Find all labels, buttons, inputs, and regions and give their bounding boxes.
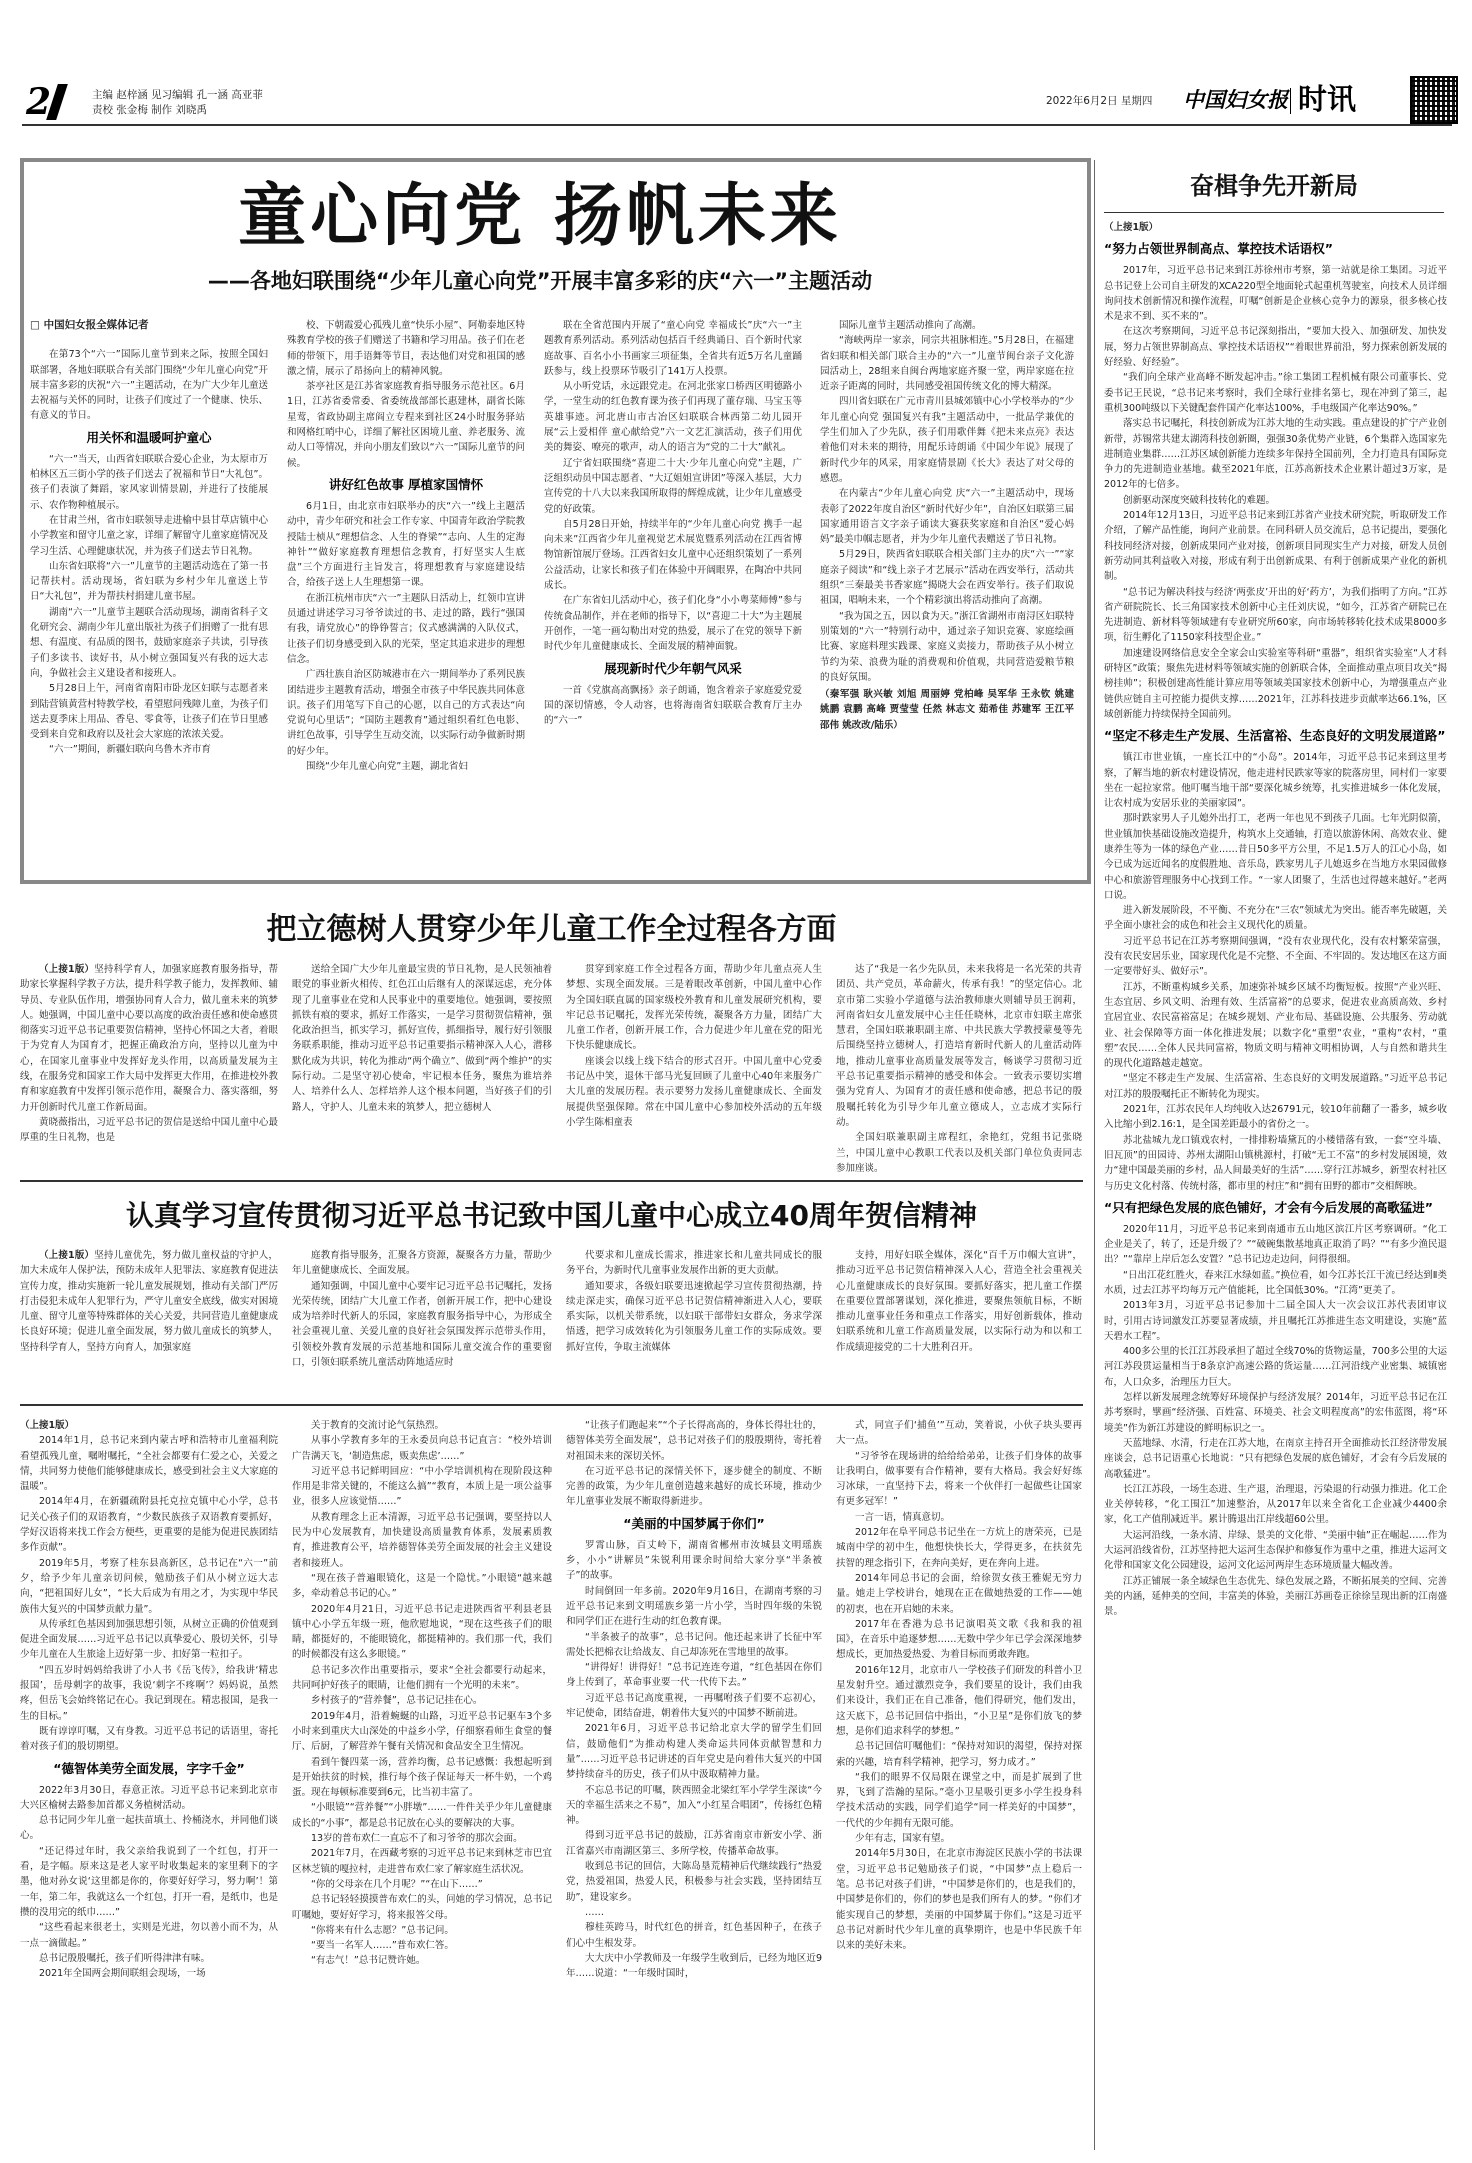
right-paragraph: 2021年，江苏农民年人均纯收入达26791元，较10年前翻了一番多，城乡收入比缩小到2.16:1，是全国差距最小的省份之一。 xyxy=(1104,1104,1447,1131)
lead-paragraph: 湖南“六一”儿童节主题联合活动现场，湖南省科子文化研究会、湖南少年儿童出版社为孩子们捐赠了一批有思想、有温度、有品质的图书，鼓励家庭亲子共读，引导孩子们多读书、读好书，从小树立强国复兴有我的远大志向，争做社会主义建设者和接班人。 xyxy=(30,606,268,679)
right-paragraph: “总书记为解决科技与经济‘两张皮’开出的好‘药方’，为我们指明了方向。”江苏省产研院院长、长三角国家技术创新中心主任刘庆说，“如今，江苏省产研院已在先进制造、新材料等领域建有专业研究所60家，向市场转移转化技术成果8000多项，衍生孵化了1150家科技型企业。” xyxy=(1104,586,1447,644)
lead-paragraph: 在内蒙古“少年儿童心向党 庆“六一”主题活动中，现场表彰了2022年度自治区“新时代好少年”，自治区妇联第三届国家通用语言文字亲子诵读大赛获奖家庭和自治区“爱心妈妈”最美巾帼志愿者，并为少年儿童代表赠送了节日礼物。 xyxy=(820,488,1074,546)
issue-date: 2022年6月2日 星期四 xyxy=(1046,95,1153,107)
story4-paragraph: 总书记殷殷嘱托，孩子们听得津津有味。 xyxy=(39,1952,211,1964)
lead-paragraph: “海峡两岸一家亲，同宗共祖脉相连。”5月28日，在福建省妇联和相关部门联合主办的“六一”儿童节闽台亲子文化游园活动上，28组来自闽台两地家庭齐聚一堂，两岸家庭在拉近亲子距离的同时，共同感受祖国传统文化的博大精深。 xyxy=(820,335,1074,393)
right-paragraph: 镇江市世业镇，一座长江中的“小岛”。2014年，习近平总书记来到这里考察，了解当地的新农村建设情况，他走进村民跌家等家的院落房里，同村们一家要坐在一起拉家常。他叮嘱当地干部“要深化城乡统筹，扎实推进城乡一体化发展，让农村成为安居乐业的美丽家园”。 xyxy=(1104,752,1447,810)
story4-paragraph: 罗霄山脉，百丈岭下，湖南省郴州市汝城县文明瑶族乡，小小“讲解员”朱锐利用课余时间给大家分享“半条被子”的故事。 xyxy=(566,1539,822,1582)
story4-paragraph: 总书记多次作出重要指示，要求“全社会都要行动起来，共同呵护好孩子的眼睛，让他们拥有一个光明的未来”。 xyxy=(292,1664,552,1692)
story4-paragraph: 2021年6月，习近平总书记给北京大学的留学生们回信，鼓励他们“为推动构建人类命运共同体贡献智慧和力量”……习近平总书记讲述的百年党史是向着伟大复兴的中国梦持续奋斗的历史，孩子们从中汲取精神力量。 xyxy=(566,1723,822,1781)
masthead-rule xyxy=(22,124,1452,126)
lead-paragraph: 5月29日，陕西省妇联联合相关部门主办的庆“六一”“家庭亲子阅读”和“线上亲子才艺展示”活动在西安举行，活动共组织“三秦最美书香家庭”揭晓大会在西安举行。孩子们取说祖国，唱响未来，一个个精彩演出将活动推向了高潮。 xyxy=(820,549,1074,607)
story4-paragraph: “现在孩子普遍眼镜化，这是一个隐忧。”小眼镜“越来越多，牵动着总书记的心。” xyxy=(292,1572,552,1600)
lead-paragraph: 山东省妇联将“六一”儿童节的主题活动选在了第一书记帮扶村。活动现场，省妇联为乡村少年儿童送上节日“大礼包”，并为帮扶村捐建儿童书屋。 xyxy=(30,560,268,603)
lead-paragraph: 在甘肃兰州，省市妇联领导走进榆中县甘草店镇中心小学教室和留守儿童之家，详细了解留守儿童家庭情况及学习生活、心理健康状况，并为孩子们送去节日礼物。 xyxy=(30,514,268,557)
story4-paragraph: 13岁的普布欢仁一直忘不了和习爷爷的那次会面。 xyxy=(311,1833,523,1845)
lead-paragraph: “我为国之五，因以食为天。”浙江省湖州市南浔区妇联特别策划的“六一”特别行动中，通过亲子知识竞赛、家庭绘画比赛、家庭料理实践课、家庭义卖接力，帮助孩子从小树立节约为荣、浪费为耻的消费观和价值观，共同营造爱粮节粮的良好氛围。 xyxy=(820,610,1074,683)
story4-paragraph: “要当一名军人……”普布欢仁答。 xyxy=(311,1940,454,1952)
right-paragraph: 400多公里的长江江苏段承担了超过全线70%的货物运量，700多公里的大运河江苏段贯运量相当于8条京沪高速公路的货运量……江河沿线产业密集、城镇密布，人口众多，治理压力巨大。 xyxy=(1104,1346,1447,1388)
story4-paragraph: 不忘总书记的叮嘱，陕西照金北梁红军小学学生深读“今天的幸福生活来之不易”，加入“小红星合唱团”，传扬红色精神。 xyxy=(566,1784,822,1827)
right-title-rule xyxy=(1104,212,1444,213)
story3-rule xyxy=(20,1404,1083,1406)
story4-paragraph: 得到习近平总书记的鼓励，江苏省南京市新安小学、浙江省嘉兴市南湖区第三、多所学校，传播革命故事。 xyxy=(566,1830,822,1857)
lead-subheadline: ——各地妇联围绕“少年儿童心向党”开展丰富多彩的庆“六一”主题活动 xyxy=(207,269,873,293)
story4-paragraph: 习近平总书记鲜明回应：“中小学培训机构在现阶段这种作用是非常关键的，不能这么搞”“教育，本质上是一项公益事业，很多人应该觉悟……” xyxy=(292,1465,552,1508)
story4-paragraph: 2012年在阜平同总书记坐在一方炕上的唐荣亮，已是城南中学的初中生，他想快快长大，学得更多，在扶贫先扶智的理念指引下，在奔向美好，更在奔向上进。 xyxy=(836,1527,1082,1569)
lead-paragraph: 一首《党旗高高飘扬》亲子朗诵，饱含着亲子家庭爱党爱国的深切情感，令人动容，也将海南省妇联联合教育厅主办的“六一” xyxy=(544,684,802,727)
story3-paragraph: 通知要求，各级妇联要迅速掀起学习宣传贯彻热潮，持续走深走实，确保习近平总书记贺信精神渐进入人心，要联系实际，以机关带系统，以妇联干部带妇女群众，务求学深悟透，把学习成效转化为引领服务儿童工作的实际成效。要抓好宣传，争取主流媒体 xyxy=(566,1280,822,1353)
right-paragraph: 进入新发展阶段，不平衡、不充分在“三农”领域尤为突出。能否率先破题，关乎全面小康社会的成色和社会主义现代化的质量。 xyxy=(1104,905,1447,932)
story2-paragraph: 黄晓薇指出，习近平总书记的贺信是送给中国儿童中心最厚重的生日礼物，也是 xyxy=(20,1116,278,1144)
right-paragraph: 2013年3月，习近平总书记参加十二届全国人大一次会议江苏代表团审议时，引用古诗词激发江苏要显著成绩，并且嘱托江苏推进生态文明建设，实施“蓝天碧水工程”。 xyxy=(1104,1300,1447,1342)
lead-paragraph: 从小听党话，永远跟党走。在河北张家口桥西区明德路小学，一堂生动的红色教育课为孩子们再现了董存瑞、马宝玉等英雄事迹。河北唐山市古冶区妇联联合林西第二幼儿园开展“云上爱相伴 童心献给党”六一文艺汇演活动，孩子们用优美的舞姿、嘹亮的歌声，动人的语言为“党的二十大”献礼。 xyxy=(544,381,802,454)
story3-paragraph: 通知强调，中国儿童中心要牢记习近平总书记嘱托，发扬光荣传统，团结广大儿童工作者，创新开展工作，把中心建设成为培养时代新人的乐园，家庭教育服务指导中心，为形成全社会重视儿童、关爱儿童的良好社会氛围发挥示范带头作用，引领校外教育发展的示范基地和国际儿童交流合作的重要窗口，引领妇联系统儿童活动阵地适应时 xyxy=(292,1280,552,1369)
story4-paragraph: 2021年全国两会期间联组会现场，一场 xyxy=(39,1968,206,1980)
story4-paragraph: 穆桂英跨马，时代红色的拼音，红色基因种子，在孩子们心中生根发芽。 xyxy=(566,1922,822,1949)
right-source: （上接1版） xyxy=(1104,222,1159,233)
story4-paragraph: 习近平总书记高度重视，一再嘱咐孩子们要不忘初心，牢记使命，团结奋进，朝着伟大复兴的中国梦不断前进。 xyxy=(566,1692,822,1720)
lead-paragraph: 在第73个“六一”国际儿童节到来之际，按照全国妇联部署，各地妇联联合有关部门围绕“少年儿童心向党”开展丰富多彩的庆祝“六一”主题活动，在为广大少年儿童送去祝福与关怀的同时，让孩子们度过了一个健康、快乐、有意义的节日。 xyxy=(30,349,268,422)
right-paragraph: 2020年11月，习近平总书记来到南通市五山地区滨江片区考察调研。“化工企业是关了，转了，还是升级了？”“破碗集散基地真正取消了吗？”“有多少渔民退出？”“靠岸上岸后怎么安置？”总书记边走边问，问得很细。 xyxy=(1104,1223,1447,1266)
lead-paragraph: 自5月28日开始，持续半年的“少年儿童心向党 携手一起向未来”江西省少年儿童视觉艺术展览暨系列活动在江西省博物馆新馆展厅登场。江西省妇女儿童中心还组织策划了一系列公益活动，让家长和孩子们在体验中开阔眼界，在陶冶中共同成长。 xyxy=(544,518,802,592)
right-subhead-3: “只有把绿色发展的底色铺好，才会有今后发展的高歌猛进” xyxy=(1104,1199,1433,1215)
right-paragraph: 长江江苏段，一场生态进、生产退，治理退，污染退的行动强力推进。化工企业关停转移，“化工围江”加速整治，从2017年以来全省化工企业减少4400余家，化工产值削减近半。累计腾退出江岸线超60公里。 xyxy=(1104,1483,1447,1526)
lead-headline: 童心向党 扬帆未来 xyxy=(238,176,842,256)
story4-paragraph: 总书记回信叮嘱他们：“保持对知识的渴望，保持对探索的兴趣，培育科学精神，把学习，努力成才。” xyxy=(836,1741,1082,1768)
qr-code xyxy=(1410,76,1458,124)
story3-source: （上接1版） xyxy=(39,1250,95,1261)
right-paragraph: 2014年12月13日，习近平总书记来到江苏省产业技术研究院，听取研发工作介绍，了解产品性能，询问产业前景。在同科研人员交流后，总书记提出，要强化科技同经济对接，创新成果同产业对接，创新项目同现实生产力对接，研发人员创新劳动同其利益收入对接，形成有利于出创新成果、有利于创新成果产业化的新机制。 xyxy=(1104,510,1447,583)
story2-paragraph: 座谈会以线上线下结合的形式召开。中国儿童中心党委书记丛中笑，退休干部马光复回顾了儿童中心40年来服务广大儿童的发展历程。表示要努力发扬儿童健康成长、全面发展提供坚强保障。常在中国儿童中心参加校外活动的五年级小学生陈相童表 xyxy=(566,1055,822,1128)
story4-paragraph: 2019年4月，沿着蜿蜒的山路，习近平总书记驱车3个多小时来到重庆大山深处的中益乡小学，仔细察看师生食堂的餐厅、后厨，了解营养午餐有关情况和食品安全卫生情况。 xyxy=(292,1710,552,1753)
story2-paragraph: 全国妇联兼职副主席程红，余艳红，党组书记张晓兰，中国儿童中心教职工代表以及机关部门单位负责同志参加座谈。 xyxy=(836,1132,1082,1174)
story4-paragraph: “让孩子们跑起来”“个子长得高高的，身体长得壮壮的，德智体美劳全面发展”，总书记对孩子们的殷殷期待，寄托着对祖国未来的深切关怀。 xyxy=(566,1420,822,1462)
story2-column-1 xyxy=(20,962,278,1162)
lead-column-2 xyxy=(287,318,525,870)
masthead xyxy=(0,0,1472,122)
right-paragraph: 怎样以新发展理念统筹好环境保护与经济发展？2014年，习近平总书记在江苏考察时，擘画“经济强、百姓富、环境美、社会文明程度高”的宏伟蓝图，将“环境美”作为新江苏建设的鲜明标识之一。 xyxy=(1104,1392,1447,1434)
story4-paragraph: 少年有志，国家有望。 xyxy=(855,1833,951,1845)
story4-paragraph: 总书记同少年儿童一起扶苗填土、拎桶浇水，并同他们谈心。 xyxy=(20,1815,278,1842)
story4-paragraph: “还记得过年时，我父亲给我说到了一个红包，打开一看，是字幅。原来这是老人家平时收集起来的家里剩下的字墨，他对孙女说‘这里都是你的，你要好好学习，努力啊’！第一年，第二年，我就这么一个红包，打开一看，是纸巾，也是攒的没用完的纸巾……” xyxy=(20,1845,278,1918)
story4-paragraph: 2014年4月，在新疆疏附县托克拉克镇中心小学，总书记关心孩子们的双语教育，“少数民族孩子双语教育要抓好，学好汉语将来找工作会方便些，更重要的是能为促进民族团结多作贡献”。 xyxy=(20,1496,278,1554)
lead-paragraph: 国际儿童节主题活动推向了高潮。 xyxy=(839,320,982,331)
right-paragraph: 加速建设网络信息安全全家会山实验室等科研“重器”，组织省实验室“人才科研特区”政策；聚焦先进材料等领域实施的创新联合体，全面推动重点项目攻关“揭榜挂帅”；积极创建高性能计算应用等领域美国家技术创新中心，为增强重点产业链供应链自主可控能力提供支撑……2021年，江苏科技进步贡献率达66.1%，区域创新能力持续保持全国前列。 xyxy=(1104,647,1447,720)
story4-paragraph: 从事小学教育多年的王永委员向总书记直言：“校外培训广告满天飞，‘制造焦虑，贩卖焦虑’……” xyxy=(292,1435,552,1462)
story4-paragraph: “你的父母亲在几个月呢？”“在山下……” xyxy=(311,1878,483,1890)
story4-paragraph: 2014年1月，总书记来到内蒙古呼和浩特市儿童福利院看望孤残儿童，嘱咐嘱托，“全社会都要有仁爱之心，关爱之情，共同努力使他们能够健康成长，感受到社会主义大家庭的温暖”。 xyxy=(20,1435,278,1493)
story4-paragraph: 2022年3月30日，春意正浓。习近平总书记来到北京市大兴区榆树去路参加首都义务植树活动。 xyxy=(20,1784,278,1811)
story4-paragraph: 时间倒回一年多前。2020年9月16日，在湖南考察的习近平总书记来到文明瑶族乡第一片小学，当时四年级的朱锐和同学们正在进行生动的红色教育课。 xyxy=(566,1585,822,1628)
story2-rule xyxy=(20,1180,1083,1182)
section-divider xyxy=(1290,88,1291,114)
editor-line-2: 责校 张金梅 制作 刘晓禹 xyxy=(92,104,208,116)
story4-column-2 xyxy=(292,1418,552,2154)
story3-paragraph: 支持，用好妇联全媒体，深化“百千万巾帼大宣讲”，推动习近平总书记贺信精神深入人心，营造全社会重视关心儿童健康成长的良好氛围。要抓好落实，把儿童工作摆在重要位置部署谋划，深化推进，要聚焦领航目标，不断推动儿童事业任务和重点工作落实，用好创新载体，推动妇联系统和儿童工作高质量发展，以实际行动为和以和工作成绩迎接党的二十大胜利召开。 xyxy=(836,1250,1082,1353)
story4-paragraph: 2021年7月，在西藏考察的习近平总书记来到林芝市巴宜区林芝镇的嘎拉村，走进普布欢仁家了解家庭生活状况。 xyxy=(292,1848,552,1875)
page-number: 2 xyxy=(26,81,52,123)
story2-paragraph: 达了“我是一名少先队员，未来我将是一名光荣的共青团员、共产党员，革命薪火，传承有我！”的坚定信心。北京市第二实验小学道德与法治教师康火则辅导员王润莉，河南省妇女儿童发展中心主任任晓林，北京市妇联主席张慧君，全国妇联兼职副主席、中共民族大学教授蒙曼等先后围绕坚持立德树人，打造培育新时代新人的儿童活动阵地，推动儿童事业高质量发展等发言，畅谈学习贯彻习近平总书记重要指示精神的感受和体会。一致表示要切实增强为党育人、为国育才的责任感和使命感，把总书记的殷殷嘱托转化为引导少年儿童立德成人，立志成才实际行动。 xyxy=(836,964,1082,1128)
lead-column-4 xyxy=(820,318,1074,870)
story4-paragraph: 收到总书记的回信，大陈岛垦荒精神后代继续践行“热爱党，热爱祖国，热爱人民，积极参与社会实践，坚持团结互助”，建设家乡。 xyxy=(566,1861,822,1903)
lead-paragraph: 5月28日上午，河南省南阳市卧龙区妇联与志愿者来到陆营镇黄营村特教学校，看望慰问残障儿童，为孩子们送去夏季床上用品、香皂、零食等，让孩子们在节日里感受到来自党和政府以及社会大家庭的浓浓关爱。 xyxy=(30,683,268,741)
story4-subhead-2: “美丽的中国梦属于你们” xyxy=(623,1515,765,1531)
story4-paragraph: 既有谆谆叮嘱，又有身教。习近平总书记的话语里，寄托着对孩子们的殷切期望。 xyxy=(20,1725,278,1753)
story4-paragraph: 2019年5月，考察了桂东县高新区，总书记在“六一”前夕，给予少年儿童亲切问候，勉励孩子们从小树立远大志向，“把祖国好儿女”，“长大后成为有用之才，为实现中华民族伟大复兴的中国梦贡献力量”。 xyxy=(20,1557,278,1615)
story4-paragraph: 总书记轻轻摸摸普布欢仁的头，问她的学习情况，总书记叮嘱她，要好好学习，将来报答父母。 xyxy=(292,1894,552,1921)
lead-subhead-2: 讲好红色故事 厚植家国情怀 xyxy=(328,476,484,492)
story4-subhead-1: “德智体美劳全面发展，字字千金” xyxy=(53,1760,245,1776)
story4-paragraph: 一言一语，情真意切。 xyxy=(855,1511,951,1523)
lead-paragraph: 6月1日，由北京市妇联举办的庆“六一”线上主题活动中，青少年研究和社会工作专家、中国青年政治学院教授陆士桢从“理想信念、人生的脊梁”“志向、人生的定海神针”“做好家庭教育理想信念教育，打好坚实人生底盘”三个方面进行主旨发言，将理想教育与家庭建设结合，给孩子送上人生理想第一课。 xyxy=(287,500,525,589)
story4-paragraph: “有志气！”总书记赞许她。 xyxy=(311,1955,426,1967)
story2-column-2 xyxy=(292,962,552,1162)
story4-paragraph: “我们的眼界不仅局限在课堂之中，而是扩展到了世界，飞到了浩瀚的星际。”毫小卫星吸引更多小学生投身科学技术活动的实践，同学们追学“同一样美好的中国梦”，一代代的少年拥有无限可能。 xyxy=(836,1771,1082,1829)
story4-paragraph: 2017年在香港为总书记演唱英文歌《我和我的祖国》，在音乐中追逐梦想……无数中学少年已学会深深地梦想成长，更加热爱热爱、为着目标而勇敢奔跑。 xyxy=(836,1618,1082,1661)
story4-paragraph: “你将来有什么志愿？”总书记问。 xyxy=(311,1924,454,1936)
story2-source: （上接1版） xyxy=(39,964,95,975)
story3-paragraph: 庭教育指导服务，汇聚各方资源，凝聚各方力量，帮助少年儿童健康成长、全面发展。 xyxy=(292,1250,552,1277)
story4-paragraph: 2020年4月21日，习近平总书记走进陕西省平利县老县镇中心小学五年级一班，他欣慰地说，“现在这些孩子们的眼睛，都挺好的，不能眼镜化，都挺精神的。我们那一代，我们的时候都没有这么多眼镜。” xyxy=(292,1603,552,1661)
story4-paragraph: “半条被子的故事”，总书记问。他还起来讲了长征中军需处长把棉衣让给战友、自己却冻死在雪地里的故事。 xyxy=(566,1631,822,1658)
right-subhead-1: “努力占领世界制高点、掌控技术话语权” xyxy=(1104,241,1333,257)
right-story-column xyxy=(1104,220,1447,2150)
story3-paragraph: 代要求和儿童成长需求，推进家长和儿童共同成长的服务平台，为新时代儿童事业发展作出新的更大贡献。 xyxy=(566,1250,822,1277)
right-paragraph: “我们向全球产业高峰不断发起冲击。”徐工集团工程机械有限公司董事长、党委书记王民说，“总书记来考察时，我们全球行业排名第七，现在冲到了第三，起重机300吨级以下关键配套件国产化率达100%，手电级国产化率达90%。” xyxy=(1104,372,1447,414)
right-paragraph: 2017年，习近平总书记来到江苏徐州市考察，第一站就是徐工集团。习近平总书记登上公司自主研发的XCA220型全地面轮式起重机驾驶室，向技术人员详细询问技术创新情况和操作流程，叮嘱“创新是企业核心竞争力的源泉，很多核心技术是求不到、买不来的”。 xyxy=(1104,265,1447,323)
story4-paragraph: 乡村孩子的“营养餐”，总书记记挂在心。 xyxy=(311,1695,483,1707)
story3-headline: 认真学习宣传贯彻习近平总书记致中国儿童中心成立40周年贺信精神 xyxy=(126,1199,977,1232)
story2-text: 坚持科学育人，加强家庭教育服务指导，帮助家长掌握科学教子方法，提升科学教子能力，发挥教师、辅导员、专业队伍作用，增强协同育人合力，做儿童未来的筑梦人。她强调，中国儿童中心要以高度的政治责任感和使命感贯彻落实习近平总书记重要贺信精神，坚持心怀国之大者，着眼于为党育人为国育才，把握正确政治方向，坚持以儿童为中心，在国家儿童事业中发挥好龙头作用，以高质量发展为主线，在服务党和国家工作大局中发挥更大作用，在推进校外教育和家庭教育中发挥引领示范作用，凝聚合力、落实落细，努力开创新时代儿童工作新局面。 xyxy=(20,964,278,1113)
lead-paragraph: “六一”当天，山西省妇联联合爱心企业，为太原市万柏林区五三街小学的孩子们送去了祝福和节日“大礼包”。孩子们表演了舞蹈，家风家训情景剧，并进行了技能展示、农作物种植展示。 xyxy=(30,453,268,511)
story4-paragraph: “习爷爷在现场讲的给给给弟弟，让孩子们身体的故事让我明白，做事要有合作精神，要有大格局。我会好好练习冰球，一直坚持下去，将来一个伙伴打一起做些让国家有更多冠军！” xyxy=(836,1450,1082,1508)
right-paragraph: 江苏正铺展一条全域绿色生态优先、绿色发展之路，不断拓展美的空间、完善美的内涵，延伸美的空间，丰富美的体验，美丽江苏画卷正徐徐呈现出新的江南盛景。 xyxy=(1104,1575,1447,1618)
lead-reporters: （秦军强 耿兴敏 刘旭 周丽婷 党柏峰 吴军华 王永钦 姚建 姚鹏 袁鹏 高峰 贾莹莹 任然 林志文 茹希佳 苏建军 王江平 邵伟 姚改改/陆乐） xyxy=(820,689,1074,731)
lead-paragraph: “六一”期间，新疆妇联向乌鲁木齐市育 xyxy=(49,744,211,756)
right-paragraph: 在这次考察期间，习近平总书记深刻指出，“要加大投入、加强研发、加快发展，努力占领世界制高点、掌控技术话语权”“着眼世界前沿，努力探索创新发展的好经验、好经验”。 xyxy=(1104,326,1447,369)
story4-source: （上接1版） xyxy=(20,1420,75,1431)
section-name: 时讯 xyxy=(1298,82,1357,116)
story4-paragraph: 2016年12月，北京市八一学校孩子们研发的科普小卫星发射升空。通过激烈竞争，我们要星的设计，我们由我们来设计，我们正在自己准备，他们得研究，他们发出，这天底下，总书记回信中指出，“小卫星”是你们放飞的梦想，是你们追求科学的梦想。” xyxy=(836,1664,1082,1737)
paper-name: 中国妇女报 xyxy=(1183,87,1288,112)
story2-paragraph: 贯穿到家庭工作全过程各方面，帮助少年儿童点亮人生梦想、实现全面发展。三是着眼改革创新，中国儿童中心作为全国妇联直属的国家级校外教育和儿童发展研究机构，要牢记总书记嘱托，发挥光荣传统，凝聚各方力量，团结广大儿童工作者，创新开展工作，合力促进少年儿童在党的阳光下快乐健康成长。 xyxy=(566,964,822,1052)
lead-paragraph: 校、下朝霞爱心孤残儿童“快乐小屋”、阿勒泰地区特殊教育学校的孩子们赠送了书籍和学习用品。孩子们在老师的带领下，用手语舞等节目，表达他们对党和祖国的感激之情，展示了昂扬向上的精神风貌。 xyxy=(287,320,525,377)
story4-paragraph: 在习近平总书记的深情关怀下，逐步健全的制度、不断完善的政策，为少年儿童创造越来越好的成长环境，推动少年儿童事业发展不断取得新进步。 xyxy=(566,1465,822,1508)
lead-column-3 xyxy=(544,318,802,870)
story4-paragraph: 式，同宣子们‘捕鱼’”互动，笑着说，小伙子块头要再大一点。 xyxy=(836,1420,1082,1447)
story3-column-1 xyxy=(20,1248,278,1390)
story4-paragraph: “讲得好！讲得好！”总书记连连夸道，“红色基因在你们身上传到了，革命事业要一代一代传下去。” xyxy=(566,1662,822,1689)
story2-paragraph: 送给全国广大少年儿童最宝贵的节日礼物，是人民领袖着眼党的事业新火相传、红色江山后继有人的深谋远虑，充分体现了儿童事业在党和人民事业中的重要地位。她强调，要按照抓铁有痕的要求，抓好工作落实，一是学习贯彻贺信精神，强化政治担当，抓实学习，抓好宣传，抓细指导，履行好引领服务联系职能，推动习近平总书记重要指示精神深入人心，潜移默化成为共识，转化为推动“两个确立”、做到“两个维护”的实际行动。二是坚守初心使命，牢记根本任务，聚焦为谁培养人、培养什么人、怎样培养人这个根本问题，当好孩子们的引路人，守护人、儿童未来的筑梦人，把立德树人 xyxy=(292,964,552,1113)
lead-paragraph: 广西壮族自治区防城港市在六一期间举办了系列民族团结进步主题教育活动，增强全市孩子中华民族共同体意识。孩子们用笔写下自己的心愿，以自己的方式表达“向党说句心里话”；“国防主题教育”通过组织看红色电影、讲红色故事，引导学生互动交流，以实际行动争做新时期的好少年。 xyxy=(287,669,525,757)
story4-paragraph: 看到午餐四菜一汤，营养均衡，总书记感慨：我想起听到是开始扶贫的时候，推行每个孩子保证每天一杯牛奶，一个鸡蛋。现在每顿标准要到6元，比当初丰富了。 xyxy=(292,1756,552,1799)
right-paragraph: “坚定不移走生产发展、生活富裕、生态良好的文明发展道路。”习近平总书记对江苏的殷殷嘱托正不断转化为现实。 xyxy=(1104,1073,1447,1100)
story3-column-3 xyxy=(566,1248,822,1390)
lead-column-1 xyxy=(30,318,268,870)
story4-paragraph: 关于教育的交流讨论气氛热烈。 xyxy=(311,1420,445,1431)
story4-column-1 xyxy=(20,1418,278,2154)
story4-paragraph: “四五岁时妈妈给我讲了小人书《岳飞传》，给我讲‘精忠报国’，岳母刺字的故事，我说‘刺字不疼啊’？妈妈说，虽然疼，但岳飞会始终铭记在心。我记到现在。精忠报国，是我一生的目标。” xyxy=(20,1664,278,1722)
lead-paragraph: 在浙江杭州市庆“六一”主题队日活动上，红领巾宣讲员通过讲述学习习爷爷读过的书、走过的路，践行“强国有我，请党放心”的铮铮誓言；仪式感满满的入队仪式，让孩子们切身感受到入队的光荣，坚定其追求进步的理想信念。 xyxy=(287,592,525,665)
lead-subhead-3: 展现新时代少年朝气风采 xyxy=(604,660,742,676)
story3-column-2 xyxy=(292,1248,552,1390)
story2-column-4 xyxy=(836,962,1082,1174)
lead-paragraph: 辽宁省妇联围绕“喜迎二十大·少年儿童心向党”主题，广泛组织动员中国志愿者、“大辽姐姐宣讲团”等深入基层，大力宣传党的十八大以来我国所取得的辉煌成就，让少年儿童感受党的好政策。 xyxy=(544,457,802,515)
story3-text: 坚持儿童优先，努力做儿童权益的守护人，加大未成年人保护法，预防未成年人犯罪法、家庭教育促进法宣传力度，推动实施新一轮儿童发展规划，推动有关部门严厉打击侵犯未成年人犯罪行为，严守儿童安全底线，做实对困境儿童、留守儿童等特殊群体的关心关爱，共同营造儿童健康成长良好环境；促进儿童全面发展，努力做儿童成长的筑梦人，坚持科学育人，坚持方向育人，加强家庭 xyxy=(20,1250,278,1353)
story3-paragraph xyxy=(20,1248,278,1355)
story4-column-4 xyxy=(836,1418,1082,2154)
story4-column-3 xyxy=(566,1418,822,2154)
lead-paragraph: 在广东省妇儿活动中心，孩子们化身“小小粤菜师傅”参与传统食品制作，并在老师的指导下，以“喜迎二十大”为主题展开创作，一笔一画勾勒出对党的热爱，展示了在党的领导下新时代少年儿童健康成长、全面发展的精神面貌。 xyxy=(544,595,802,653)
right-story-title: 奋楫争先开新局 xyxy=(1190,172,1358,200)
lead-byline: □ 中国妇女报全媒体记者 xyxy=(30,319,149,331)
right-paragraph: 落实总书记嘱托，科技创新成为江苏大地的生动实践。重点建设的扩宁产业创新带，苏锡常共建太湖湾科技创新圈，强强30条优势产业链，6个集群入选国家先进制造业集群……江苏区域创新能力连续多年保持全国前列，全力打造具有国际竞争力的先进制造业基地。截至2021年底，江苏高新技术企业累计超过3万家，是2012年的七倍多。 xyxy=(1104,418,1447,491)
story4-paragraph: 2014年5月30日，在北京市海淀区民族小学的书法课堂，习近平总书记勉励孩子们说，“中国梦”点上稳后一笔。总书记对孩子们讲，“中国梦是你们的，也是我们的，中国梦是你们的，你们的梦也是我们所有人的梦。“你们才能实现自己的梦想，美丽的中国梦属于你们。”这是习近平总书记对新时代少年儿童的真挚期许，也是中华民族千年以来的美好未来。 xyxy=(836,1848,1082,1952)
story2-paragraph xyxy=(20,962,278,1115)
right-paragraph: 那时跌家男人子儿媳外出打工，老两一年也见不到孩子几面。七年光阴似箭，世业镇加快基础设施改造提升，构筑水上交通轴，打造以旅游休闲、高效农业、健康养生等为一体的绿色产业……昔日50多平方公里，不足1.5万人的江心小岛，如今已成为远近闻名的度假胜地、音乐岛，跌家男儿子儿媳返乡在当地方水果园做修中心和旅游管理服务中心找到工作。“一家人团聚了，生活也过得越来越好。”老两口说。 xyxy=(1104,813,1447,901)
right-subhead-2: “坚定不移走生产发展、生活富裕、生态良好的文明发展道路” xyxy=(1104,728,1446,744)
lead-subhead-1: 用关怀和温暖呵护童心 xyxy=(86,429,212,445)
story4-paragraph: 大大庆中小学教师及一年级学生收到后，已经为地区近9年……说道：“一年级时国时， xyxy=(566,1952,822,1980)
editor-line-1: 主编 赵梓涵 见习编辑 孔一涵 高亚菲 xyxy=(92,89,263,101)
story2-column-3 xyxy=(566,962,822,1162)
story4-paragraph: 从传承红色基因到加强思想引领，从树立正确的价值观到促进全面发展……习近平总书记以真挚爱心、殷切关怀，引导少年儿童在人生旅途上迈好第一步、扣好第一粒扣子。 xyxy=(20,1618,278,1661)
lead-paragraph: 联在全省范围内开展了“童心向党 幸福成长”庆“六一”主题教育系列活动。系列活动包括百千经典诵日、百个新时代家庭故事、百名小小书画家三项征集，全省共有近5万名儿童踊跃参与，线上投票环节吸引了141万人投票。 xyxy=(544,320,802,377)
right-paragraph: 习近平总书记在江苏考察期间强调，“没有农业现代化，没有农村繁荣富强，没有农民安居乐业，国家现代化是不完整、不全面、不牢固的。发达地区在这方面一定要带好头、做好示”。 xyxy=(1104,935,1447,978)
story2-headline: 把立德树人贯穿少年儿童工作全过程各方面 xyxy=(266,912,837,947)
story4-paragraph: …… xyxy=(585,1906,604,1918)
story4-paragraph: “这些看起来很老土，实则是光进，勿以善小而不为，从一点一滴做起。” xyxy=(20,1922,278,1949)
right-paragraph: 江苏，不断重构城乡关系，加速弥补城乡区域不均衡短板。按照“产业兴旺、生态宜居、乡风文明、治理有效、生活富裕”的总要求，促进农业高质高效、乡村宜居宜业、农民富裕富足；在城乡规划、产业布局、基础设施、公共服务、劳动就业、社会保障等方面一体化推进发展；以数字化“重塑”农业，“重构”农村，“重塑”农民……全体人民共同富裕，物质文明与精神文明相协调，人与自然和谐共生的现代化道路越走越宽。 xyxy=(1104,981,1447,1070)
story3-column-4 xyxy=(836,1248,1082,1390)
right-paragraph: 苏北盐城九龙口镇戏农村，一排排粉墙黛瓦的小楼错落有致，一套“空斗墙、旧瓦顶”的田园诗、苏州太湖阳山镇桃源村，打破“无工不富”的乡村发展困境，效力“建中国最美丽的乡村，品人间最美好的生活”……穿行江苏城乡，新型农村社区与历史文化村落、传统村落，都市里的村庄”和“拥有田野的都市”交相辉映。 xyxy=(1104,1134,1447,1192)
right-paragraph: 天蓝地绿、水清，行走在江苏大地，在南京主持召开全面推动长江经济带发展座谈会，总书记语重心长地说：“只有把绿色发展的底色铺好，才会有今后发展的高歌猛进”。 xyxy=(1104,1437,1447,1480)
lead-paragraph: 围绕“少年儿童心向党”主题，湖北省妇 xyxy=(306,761,468,773)
lead-paragraph: 四川省妇联在广元市青川县城郊镇中心小学校举办的“少年儿童心向党 强国复兴有我”主题活动中，一批品学兼优的学生们加入了少先队，孩子们用歌伴舞《把未来点亮》表达着他们对未来的期待，用配乐诗朗诵《中国少年说》展现了新时代少年的风采，用家庭情景剧《长大》表达了对父母的感恩。 xyxy=(820,396,1074,484)
right-paragraph: 创新驱动深度突破科技转化的难题。 xyxy=(1123,494,1276,506)
right-paragraph: 大运河沿线，一条水清、岸绿、景美的文化带、“美丽中轴”正在崛起……作为大运河沿线省份，江苏坚持把大运河生态保护和修复作为重中之重，推进大运河文化带和国家文化公园建设，运河文化运河两岸生态环境质量大幅改善。 xyxy=(1104,1529,1447,1572)
story4-paragraph: 2014年同总书记的会面，给徐贺女孩王雅妮无穷力量。她走上学校讲台，她现在正在做她热爱的工作——她的初衷，也在开启她的未来。 xyxy=(836,1572,1082,1615)
story4-paragraph: “小眼镜”“营养餐”“小胖墩”……一件件关乎少年儿童健康成长的“小事”，都是总书记放在心头的要解决的大事。 xyxy=(292,1802,552,1829)
right-column-divider xyxy=(1094,160,1095,2150)
story4-paragraph: 从教育理念上正本清源，习近平总书记强调，要坚持以人民为中心发展教育，加快建设高质量教育体系，发展素质教育，推进教育公平，培养德智体美劳全面发展的社会主义建设者和接班人。 xyxy=(292,1511,552,1569)
right-paragraph: “日出江花红胜火，春来江水绿如蓝。”换位看，如今江苏长江干流已经达到Ⅱ类水质，过去江苏平均每万元产值能耗，比全国低30%。“江湾”更美了。 xyxy=(1104,1269,1447,1296)
lead-paragraph: 茶亭社区是江苏省家庭教育指导服务示范社区。6月1日，江苏省委常委、省委统战部部长惠建林，副省长陈星莺，省政协副主席阎立专程来到社区24小时服务驿站和网格红哨中心，详细了解社区困境儿童、养老服务、流动人口等情况，并向小朋友们致以“六一”国际儿童节的问候。 xyxy=(287,381,525,469)
